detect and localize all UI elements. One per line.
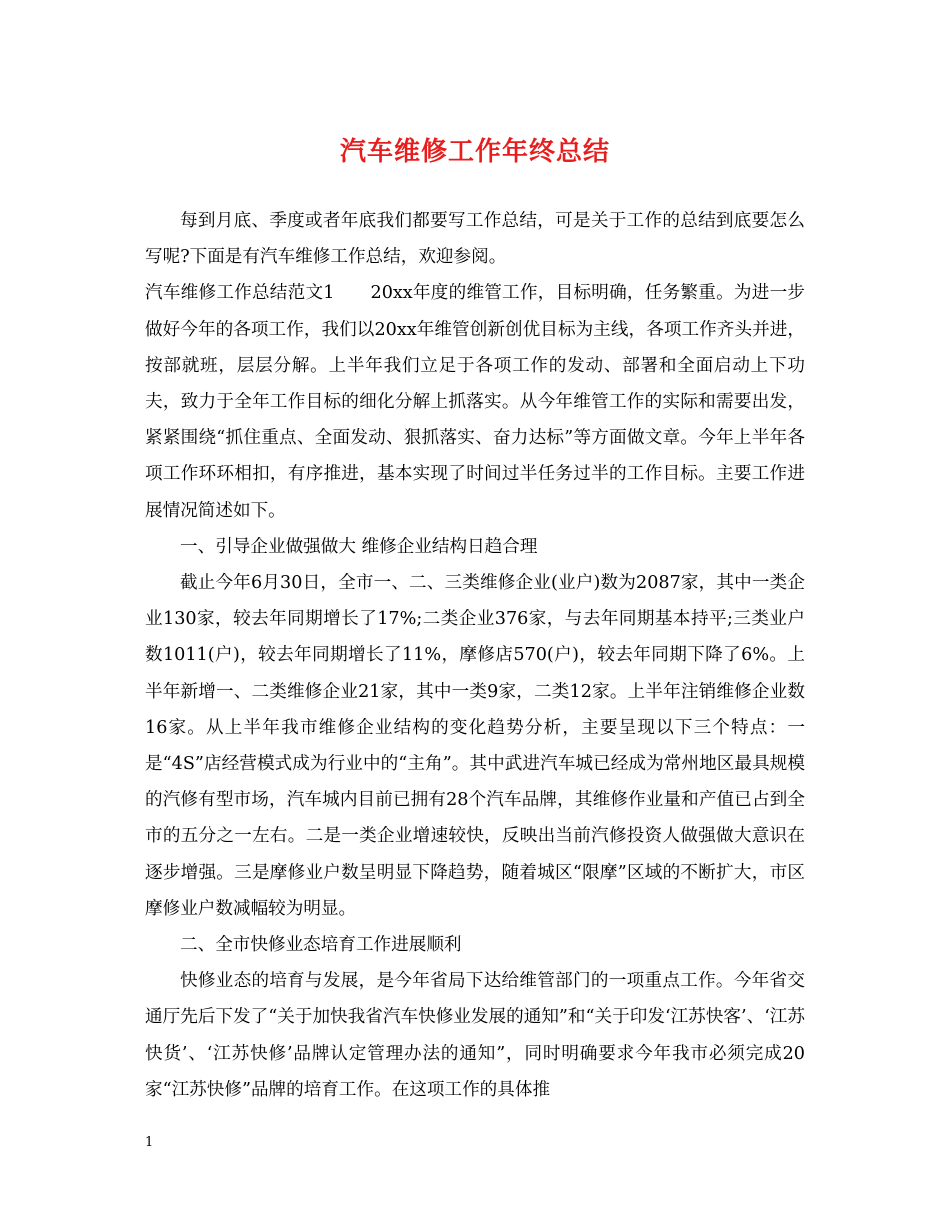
paragraph-1: 20xx年度的维管工作，目标明确，任务繁重。为进一步做好今年的各项工作，我们以20xx年维管创新创优目标为主线，各项工作齐头并进，按部就班，层层分解。上半年我们立足于各项工作的发动、部署和全面启动上下功夫，致力于全年工作目标的细化分解上抓落实。从今年维管工作的实际和需要出发，紧紧围绕“抓住重点、全面发动、狠抓落实、奋力达标”等方面做文章。今年上半年各项工作环环相扣，有序推进，基本实现了时间过半任务过半的工作目标。主要工作进展情况简述如下。 <box>145 283 805 521</box>
document-title: 汽车维修工作年终总结 <box>339 137 610 167</box>
sample-paragraph <box>145 275 805 528</box>
section-heading-1: 一、引导企业做强做大 维修企业结构日趋合理 <box>180 536 538 557</box>
paragraph-3: 快修业态的培育与发展，是今年省局下达给维管部门的一项重点工作。今年省交通厅先后下发了“关于加快我省汽车快修业发展的通知”和“关于印发‘江苏快客’、‘江苏快货’、‘江苏快修’品牌认定管理办法的通知”，同时明确要求今年我市必须完成20家“江苏快修”品牌的培育工作。在这项工作的具体推 <box>145 971 805 1100</box>
sample-label: 汽车维修工作总结范文1 <box>145 283 335 304</box>
paragraph-2: 截止今年6月30日，全市一、二、三类维修企业(业户)数为2087家，其中一类企业130家，较去年同期增长了17%;二类企业376家，与去年同期基本持平;三类业户数1011(户)，较去年同期增长了11%，摩修店570(户)，较去年同期下降了6%。上半年新增一、二类维修企业21家，其中一类9家，二类12家。上半年注销维修企业数16家。从上半年我市维修企业结构的变化趋势分析，主要呈现以下三个特点：一是“4S”店经营模式成为行业中的“主角”。其中武进汽车城已经成为常州地区最具规模的汽修有型市场，汽车城内目前已拥有28个汽车品牌，其维修作业量和产值已占到全市的五分之一左右。二是一类企业增速较快，反映出当前汽修投资人做强做大意识在逐步增强。三是摩修业户数呈明显下降趋势，随着城区“限摩”区域的不断扩大，市区摩修业户数减幅较为明显。 <box>145 573 805 919</box>
document-body <box>145 203 805 1108</box>
page-number: 1 <box>145 1135 154 1150</box>
section-heading-2: 二、全市快修业态培育工作进展顺利 <box>180 935 462 956</box>
intro-paragraph: 每到月底、季度或者年底我们都要写工作总结，可是关于工作的总结到底要怎么写呢?下面是有汽车维修工作总结，欢迎参阅。 <box>145 211 805 268</box>
